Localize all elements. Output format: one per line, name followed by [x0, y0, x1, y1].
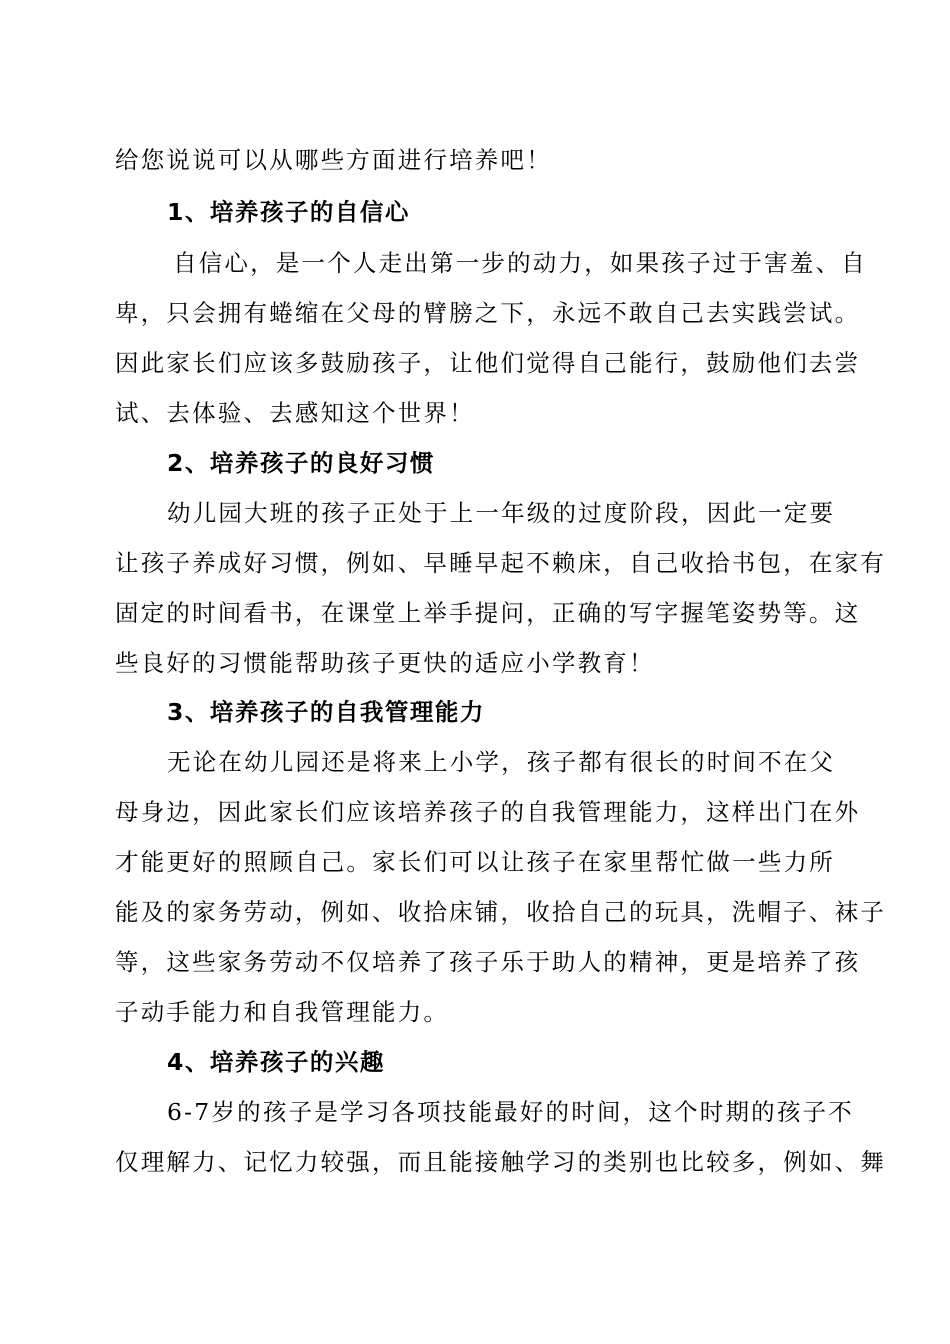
section-3-line-4: 能及的家务劳动，例如、收拾床铺，收拾自己的玩具，洗帽子、袜子 — [115, 898, 886, 926]
section-3-line-3: 才能更好的照顾自己。家长们可以让孩子在家里帮忙做一些力所 — [115, 848, 835, 876]
section-3-line-1: 无论在幼儿园还是将来上小学，孩子都有很长的时间不在父 — [167, 748, 836, 776]
section-3-heading: 3、培养孩子的自我管理能力 — [167, 698, 485, 726]
section-3-line-2: 母身边，因此家长们应该培养孩子的自我管理能力，这样出门在外 — [115, 798, 861, 826]
section-1-line-4: 试、去体验、去感知这个世界！ — [115, 399, 475, 427]
section-2-line-4: 些良好的习惯能帮助孩子更快的适应小学教育！ — [115, 649, 655, 677]
section-2-heading: 2、培养孩子的良好习惯 — [167, 449, 435, 477]
section-2-line-1: 幼儿园大班的孩子正处于上一年级的过度阶段，因此一定要 — [167, 499, 836, 527]
section-3-line-5: 等，这些家务劳动不仅培养了孩子乐于助人的精神，更是培养了孩 — [115, 948, 861, 976]
section-4-heading: 4、培养孩子的兴趣 — [167, 1048, 385, 1076]
section-4-line-2: 仅理解力、记忆力较强，而且能接触学习的类别也比较多，例如、舞 — [115, 1148, 886, 1176]
section-2-line-3: 固定的时间看书，在课堂上举手提问，正确的写字握笔姿势等。这 — [115, 599, 861, 627]
section-1-line-2: 卑，只会拥有蜷缩在父母的臂膀之下，永远不敢自己去实践尝试。 — [115, 299, 861, 327]
section-3-line-6: 子动手能力和自我管理能力。 — [115, 998, 450, 1026]
section-4-line-1: 6-7岁的孩子是学习各项技能最好的时间，这个时期的孩子不 — [167, 1098, 854, 1126]
section-1-heading: 1、培养孩子的自信心 — [167, 198, 410, 226]
section-1-line-1: 自信心，是一个人走出第一步的动力，如果孩子过于害羞、自 — [173, 249, 867, 277]
intro-line: 给您说说可以从哪些方面进行培养吧！ — [115, 146, 552, 174]
section-1-line-3: 因此家长们应该多鼓励孩子，让他们觉得自己能行，鼓励他们去尝 — [115, 349, 861, 377]
section-2-line-2: 让孩子养成好习惯，例如、早睡早起不赖床，自己收拾书包，在家有 — [115, 549, 886, 577]
